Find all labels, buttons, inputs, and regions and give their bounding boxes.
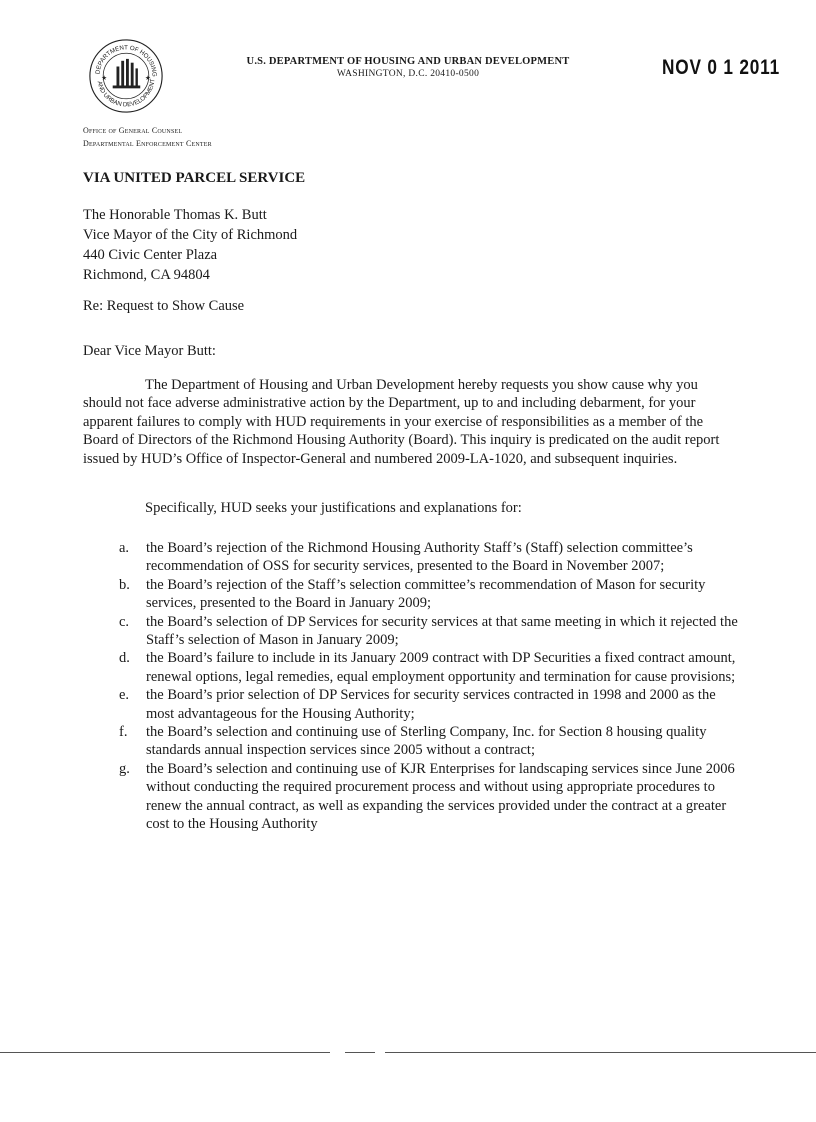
list-item-text: the Board’s rejection of the Staff’s selection committee’s recommendation of Mason for security services, presented to the Board in January 2009;: [146, 576, 706, 612]
svg-text:★: ★: [145, 74, 151, 82]
agency-address: WASHINGTON, D.C. 20410-0500: [336, 69, 480, 79]
subject-line: Re: Request to Show Cause: [83, 298, 245, 314]
list-item: [119, 576, 739, 613]
list-item-text: the Board’s selection and continuing use of KJR Enterprises for landscaping services since June 2006 without conducting the required procurement process and without using appropriate procedures to renew the annual contract, as well as expanding the services provided under the contract at a greater cost to the Housing Authority: [146, 760, 735, 833]
date-stamp: NOV 0 1 2011: [662, 56, 781, 79]
list-item: [119, 613, 739, 650]
svg-text:★: ★: [101, 74, 108, 82]
list-item-text: the Board’s failure to include in its January 2009 contract with DP Securities a fixed contract amount, renewal options, legal remedies, equal employment opportunity and termination for cause provisions;: [146, 650, 736, 685]
salutation: Dear Vice Mayor Butt:: [83, 343, 216, 359]
agency-name: U.S. DEPARTMENT OF HOUSING AND URBAN DEVELOPMENT: [246, 56, 570, 67]
list-item-text: the Board’s rejection of the Richmond Housing Authority Staff’s (Staff) selection committee’s recommendation of OSS for security services, presented to the Board in November 2007;: [146, 540, 693, 575]
svg-text:DEPARTMENT OF HOUSING: DEPARTMENT OF HOUSING: [94, 44, 158, 77]
list-item-text: the Board’s selection of DP Services for security services at that same meeting in which it rejected the Staff’s selection of Mason in January 2009;: [146, 613, 738, 649]
list-marker: g.: [119, 760, 130, 777]
list-intro: Specifically, HUD seeks your justifications and explanations for:: [145, 500, 522, 516]
recipient-street: 440 Civic Center Plaza: [83, 247, 218, 263]
recipient-address-block: [83, 205, 297, 285]
scan-rule-mid: [345, 1052, 375, 1053]
list-marker: b.: [119, 576, 130, 593]
list-item: [119, 760, 739, 834]
list-item: [119, 686, 739, 723]
office-line-2: Departmental Enforcement Center: [83, 139, 212, 148]
list-item-text: the Board’s prior selection of DP Services for security services contracted in 1998 and 2000 as the most advantageous for the Housing Authority;: [146, 687, 716, 722]
svg-text:AND URBAN DEVELOPMENT: AND URBAN DEVELOPMENT: [95, 78, 157, 109]
delivery-method: VIA UNITED PARCEL SERVICE: [83, 170, 306, 186]
scan-rule-right: [385, 1052, 816, 1053]
list-item: [119, 539, 739, 576]
office-line-1: Office of General Counsel: [83, 126, 183, 135]
list-marker: a.: [119, 540, 130, 556]
list-marker: d.: [119, 650, 130, 667]
list-item: [119, 649, 739, 686]
list-marker: e.: [119, 687, 130, 704]
list-marker: f.: [119, 724, 128, 741]
recipient-name: The Honorable Thomas K. Butt: [83, 207, 267, 223]
recipient-title: Vice Mayor of the City of Richmond: [83, 227, 298, 243]
list-item-text: the Board’s selection and continuing use of Sterling Company, Inc. for Section 8 housing quality standards annual inspection services since 2005 without a contract;: [146, 724, 707, 759]
list-item: [119, 723, 739, 760]
list-marker: c.: [119, 613, 130, 630]
body-paragraph: The Department of Housing and Urban Development hereby requests you show cause why you should not face adverse administrative action by the Department, up to and including debarment, for your apparent failures to comply with HUD requirements in your exercise of responsibilities as a member of the Board of Directors of the Richmond Housing Authority (Board). This inquiry is predicated on the audit report issued by HUD’s Office of Inspector-General and numbered 2009-LA-1020, and subsequent inquiries.: [83, 377, 720, 467]
justification-list: [119, 539, 739, 834]
recipient-city: Richmond, CA 94804: [83, 267, 210, 283]
scan-rule-left: [0, 1052, 330, 1053]
